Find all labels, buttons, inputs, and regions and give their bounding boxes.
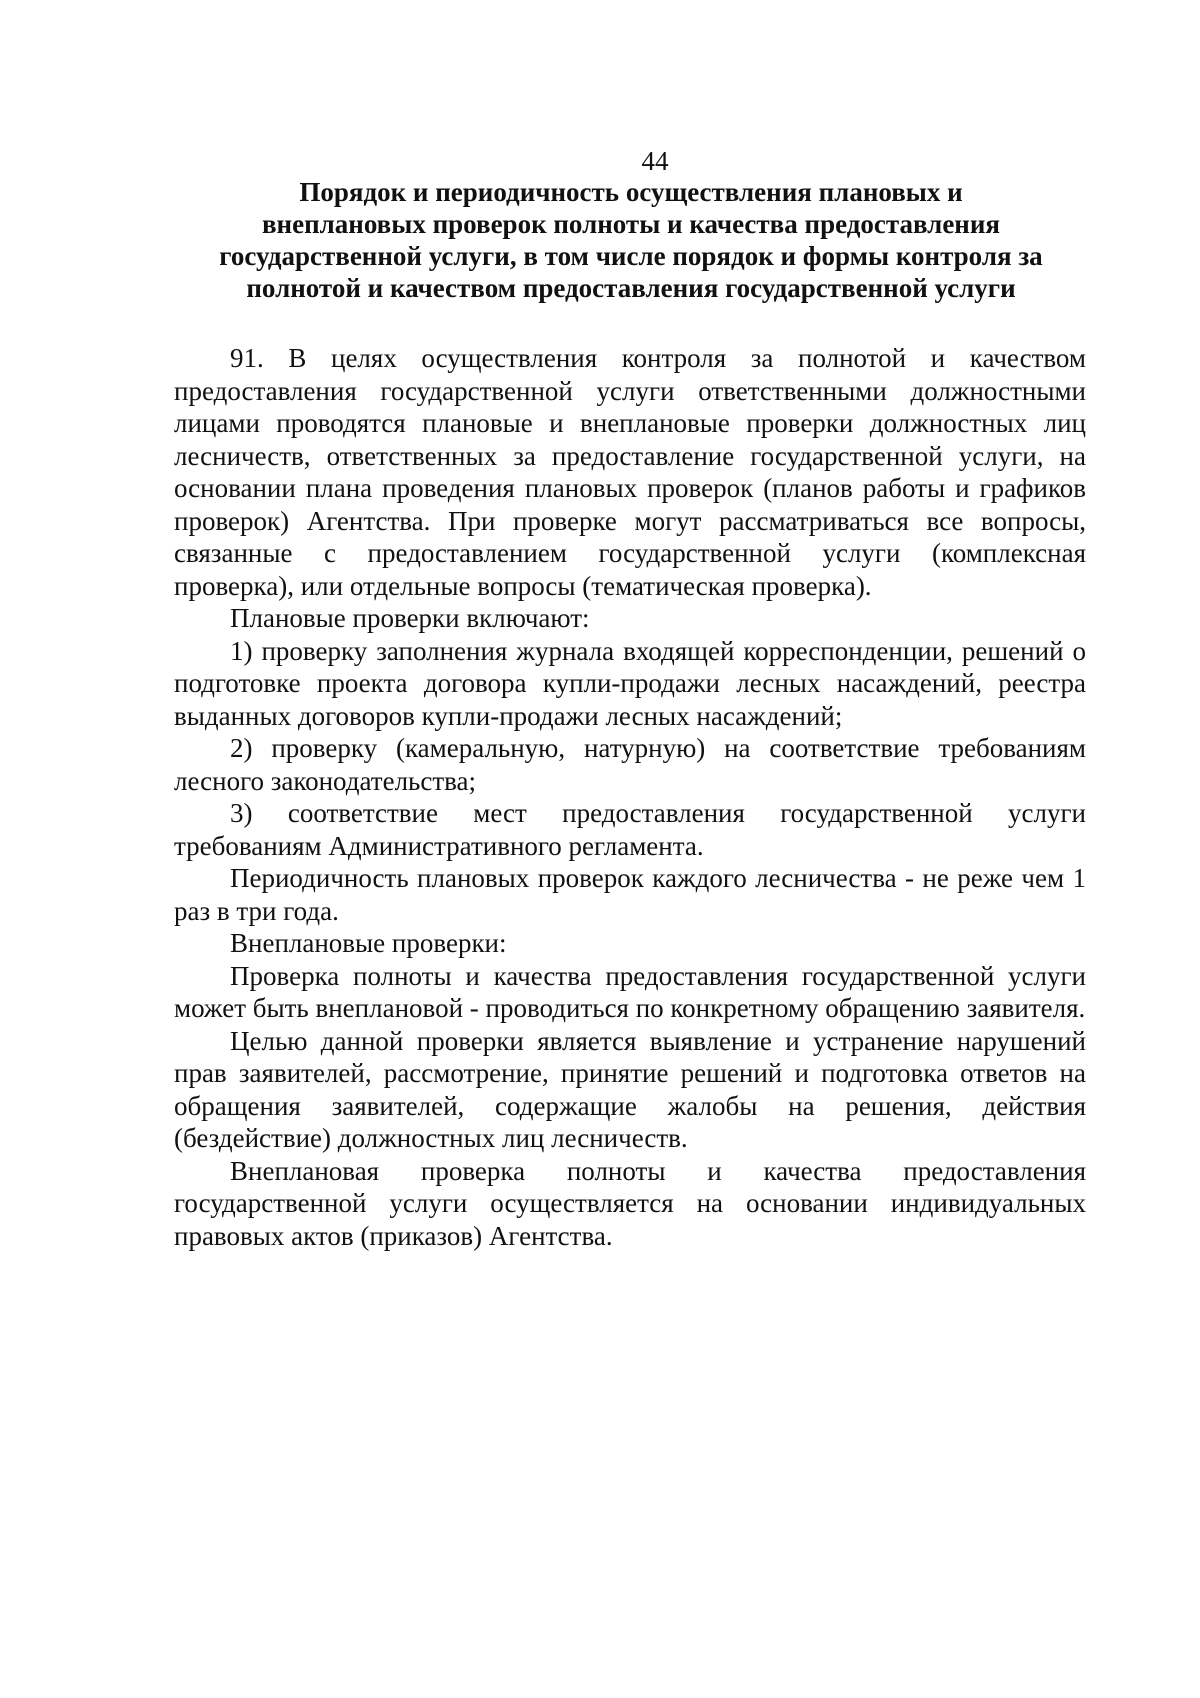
list-item-1: 1) проверку заполнения журнала входящей корреспонденции, решений о подготовке проекта договора купли-продажи лесных насаждений, реестра выданных договоров купли-продажи лесных насаждений; (174, 635, 1086, 731)
section-heading (176, 176, 1086, 304)
paragraph-unplanned-check-basis: Проверка полноты и качества предоставления государственной услуги может быть внеплановой - проводиться по конкретному обращению заявителя. (174, 960, 1086, 1023)
list-item-3: 3) соответствие мест предоставления государственной услуги требованиям Административного регламента. (174, 798, 1086, 861)
paragraph-91: 91. В целях осуществления контроля за полнотой и качеством предоставления государственной услуги ответственными должностными лицами проводятся плановые и внеплановые проверки должностных лиц лесничеств, ответственных за предоставление государственной услуги, на основании плана проведения плановых проверок (планов работы и графиков проверок) Агентства. При проверке могут рассматриваться все вопросы, связанные с предоставлением государственной услуги (комплексная проверка), или отдельные вопросы (тематическая проверка). (174, 343, 1086, 601)
paragraph-unplanned-check-acts: Внеплановая проверка полноты и качества предоставления государственной услуги осуществляется на основании индивидуальных правовых актов (приказов) Агентства. (174, 1155, 1086, 1251)
heading-line: полнотой и качеством предоставления государственной услуги (246, 273, 1016, 303)
heading-line: Порядок и периодичность осуществления плановых и (299, 177, 963, 207)
paragraph-planned-checks-intro: Плановые проверки включают: (230, 603, 590, 633)
page-number: 44 (641, 146, 669, 176)
heading-line: внеплановых проверок полноты и качества предоставления (261, 209, 1001, 239)
list-item-2: 2) проверку (камеральную, натурную) на соответствие требованиям лесного законодательства; (174, 733, 1086, 796)
paragraph-unplanned-checks-intro: Внеплановые проверки: (230, 928, 507, 958)
heading-line: государственной услуги, в том числе порядок и формы контроля за (219, 241, 1043, 271)
document-body (174, 342, 1086, 1252)
paragraph-periodicity: Периодичность плановых проверок каждого лесничества - не реже чем 1 раз в три года. (174, 863, 1086, 926)
paragraph-check-purpose: Целью данной проверки является выявление и устранение нарушений прав заявителей, рассмотрение, принятие решений и подготовка ответов на обращения заявителей, содержащие жалобы на решения, действия (бездействие) должностных лиц лесничеств. (174, 1025, 1086, 1153)
